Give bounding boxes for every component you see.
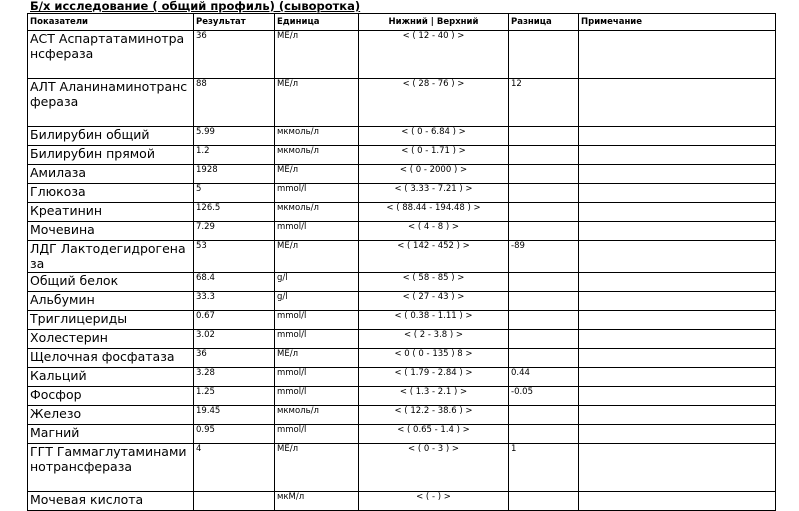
header-param: Показатели bbox=[28, 14, 194, 31]
difference-value bbox=[509, 222, 579, 241]
difference-value bbox=[509, 330, 579, 349]
results-table bbox=[27, 13, 776, 511]
note-value bbox=[579, 146, 776, 165]
reference-range: < ( 0.65 - 1.4 ) > bbox=[359, 425, 509, 444]
reference-range: < ( 0.38 - 1.11 ) > bbox=[359, 311, 509, 330]
note-value bbox=[579, 203, 776, 222]
parameter-name: Железо bbox=[28, 406, 194, 425]
result-value: 19.45 bbox=[194, 406, 275, 425]
table-row bbox=[28, 222, 776, 241]
unit-value: МЕ/л bbox=[275, 165, 359, 184]
table-row bbox=[28, 146, 776, 165]
note-value bbox=[579, 292, 776, 311]
unit-value: mmol/l bbox=[275, 387, 359, 406]
parameter-name: Триглицериды bbox=[28, 311, 194, 330]
parameter-name: ЛДГ Лактодегидрогеназа bbox=[28, 241, 194, 273]
difference-value: 0.44 bbox=[509, 368, 579, 387]
unit-value: mmol/l bbox=[275, 222, 359, 241]
difference-value: 12 bbox=[509, 79, 579, 127]
result-value: 7.29 bbox=[194, 222, 275, 241]
difference-value bbox=[509, 349, 579, 368]
note-value bbox=[579, 79, 776, 127]
table-row bbox=[28, 31, 776, 79]
unit-value: mmol/l bbox=[275, 368, 359, 387]
parameter-name: Глюкоза bbox=[28, 184, 194, 203]
table-row bbox=[28, 387, 776, 406]
parameter-name: Общий белок bbox=[28, 273, 194, 292]
parameter-name: АСТ Аспартатаминотрансфераза bbox=[28, 31, 194, 79]
parameter-name: ГГТ Гаммаглутаминаминотрансфераза bbox=[28, 444, 194, 492]
difference-value bbox=[509, 165, 579, 184]
unit-value: g/l bbox=[275, 292, 359, 311]
table-row bbox=[28, 330, 776, 349]
difference-value bbox=[509, 406, 579, 425]
table-header-row bbox=[28, 14, 776, 31]
difference-value bbox=[509, 425, 579, 444]
note-value bbox=[579, 222, 776, 241]
table-row bbox=[28, 241, 776, 273]
result-value: 36 bbox=[194, 349, 275, 368]
reference-range: < ( 2 - 3.8 ) > bbox=[359, 330, 509, 349]
reference-range: < ( 88.44 - 194.48 ) > bbox=[359, 203, 509, 222]
result-value: 5 bbox=[194, 184, 275, 203]
reference-range: < ( 12.2 - 38.6 ) > bbox=[359, 406, 509, 425]
table-row bbox=[28, 165, 776, 184]
reference-range: < ( 1.3 - 2.1 ) > bbox=[359, 387, 509, 406]
header-note: Примечание bbox=[579, 14, 776, 31]
result-value: 0.95 bbox=[194, 425, 275, 444]
difference-value bbox=[509, 492, 579, 511]
note-value bbox=[579, 127, 776, 146]
table-row bbox=[28, 127, 776, 146]
unit-value: МЕ/л bbox=[275, 444, 359, 492]
note-value bbox=[579, 368, 776, 387]
note-value bbox=[579, 311, 776, 330]
parameter-name: АЛТ Аланинаминотрансфераза bbox=[28, 79, 194, 127]
parameter-name: Кальций bbox=[28, 368, 194, 387]
parameter-name: Мочевина bbox=[28, 222, 194, 241]
note-value bbox=[579, 406, 776, 425]
reference-range: < ( 0 - 3 ) > bbox=[359, 444, 509, 492]
difference-value: -0.05 bbox=[509, 387, 579, 406]
difference-value bbox=[509, 292, 579, 311]
result-value: 4 bbox=[194, 444, 275, 492]
difference-value bbox=[509, 184, 579, 203]
unit-value: мкмоль/л bbox=[275, 406, 359, 425]
reference-range: < ( 0 - 2000 ) > bbox=[359, 165, 509, 184]
table-row bbox=[28, 349, 776, 368]
difference-value bbox=[509, 203, 579, 222]
parameter-name: Магний bbox=[28, 425, 194, 444]
difference-value bbox=[509, 311, 579, 330]
unit-value: МЕ/л bbox=[275, 241, 359, 273]
reference-range: < ( 142 - 452 ) > bbox=[359, 241, 509, 273]
unit-value: mmol/l bbox=[275, 330, 359, 349]
report-title: Б/х исследование ( общий профиль) (сыворотка) bbox=[30, 0, 361, 13]
reference-range: < ( 4 - 8 ) > bbox=[359, 222, 509, 241]
table-row bbox=[28, 184, 776, 203]
parameter-name: Мочевая кислота bbox=[28, 492, 194, 511]
table-row bbox=[28, 444, 776, 492]
reference-range: < ( 0 - 6.84 ) > bbox=[359, 127, 509, 146]
difference-value bbox=[509, 146, 579, 165]
parameter-name: Холестерин bbox=[28, 330, 194, 349]
note-value bbox=[579, 184, 776, 203]
unit-value: МЕ/л bbox=[275, 31, 359, 79]
table-row bbox=[28, 311, 776, 330]
note-value bbox=[579, 31, 776, 79]
reference-range: < ( 58 - 85 ) > bbox=[359, 273, 509, 292]
reference-range: < ( 3.33 - 7.21 ) > bbox=[359, 184, 509, 203]
result-value: 53 bbox=[194, 241, 275, 273]
difference-value: 1 bbox=[509, 444, 579, 492]
unit-value: мкмоль/л bbox=[275, 146, 359, 165]
header-result: Результат bbox=[194, 14, 275, 31]
result-value: 126.5 bbox=[194, 203, 275, 222]
table-row bbox=[28, 368, 776, 387]
note-value bbox=[579, 349, 776, 368]
unit-value: mmol/l bbox=[275, 184, 359, 203]
result-value bbox=[194, 492, 275, 511]
unit-value: мкМ/л bbox=[275, 492, 359, 511]
unit-value: МЕ/л bbox=[275, 349, 359, 368]
difference-value bbox=[509, 273, 579, 292]
unit-value: g/l bbox=[275, 273, 359, 292]
note-value bbox=[579, 241, 776, 273]
result-value: 5.99 bbox=[194, 127, 275, 146]
reference-range: < ( - ) > bbox=[359, 492, 509, 511]
unit-value: mmol/l bbox=[275, 425, 359, 444]
parameter-name: Щелочная фосфатаза bbox=[28, 349, 194, 368]
unit-value: МЕ/л bbox=[275, 79, 359, 127]
result-value: 1.25 bbox=[194, 387, 275, 406]
parameter-name: Билирубин прямой bbox=[28, 146, 194, 165]
reference-range: < ( 1.79 - 2.84 ) > bbox=[359, 368, 509, 387]
note-value bbox=[579, 330, 776, 349]
note-value bbox=[579, 165, 776, 184]
header-ref: Нижний | Верхний bbox=[359, 14, 509, 31]
table-row bbox=[28, 292, 776, 311]
table-row bbox=[28, 79, 776, 127]
difference-value: -89 bbox=[509, 241, 579, 273]
note-value bbox=[579, 492, 776, 511]
table-row bbox=[28, 492, 776, 511]
parameter-name: Фосфор bbox=[28, 387, 194, 406]
result-value: 68.4 bbox=[194, 273, 275, 292]
reference-range: < 0 ( 0 - 135 ) 8 > bbox=[359, 349, 509, 368]
unit-value: mmol/l bbox=[275, 311, 359, 330]
table-row bbox=[28, 203, 776, 222]
note-value bbox=[579, 444, 776, 492]
reference-range: < ( 27 - 43 ) > bbox=[359, 292, 509, 311]
result-value: 0.67 bbox=[194, 311, 275, 330]
result-value: 36 bbox=[194, 31, 275, 79]
result-value: 3.02 bbox=[194, 330, 275, 349]
unit-value: мкмоль/л bbox=[275, 127, 359, 146]
header-unit: Единица bbox=[275, 14, 359, 31]
table-row bbox=[28, 273, 776, 292]
reference-range: < ( 12 - 40 ) > bbox=[359, 31, 509, 79]
header-diff: Разница bbox=[509, 14, 579, 31]
parameter-name: Билирубин общий bbox=[28, 127, 194, 146]
table-row bbox=[28, 406, 776, 425]
parameter-name: Амилаза bbox=[28, 165, 194, 184]
parameter-name: Креатинин bbox=[28, 203, 194, 222]
note-value bbox=[579, 273, 776, 292]
result-value: 3.28 bbox=[194, 368, 275, 387]
result-value: 1.2 bbox=[194, 146, 275, 165]
table-row bbox=[28, 425, 776, 444]
note-value bbox=[579, 425, 776, 444]
result-value: 1928 bbox=[194, 165, 275, 184]
note-value bbox=[579, 387, 776, 406]
unit-value: мкмоль/л bbox=[275, 203, 359, 222]
difference-value bbox=[509, 31, 579, 79]
parameter-name: Альбумин bbox=[28, 292, 194, 311]
reference-range: < ( 28 - 76 ) > bbox=[359, 79, 509, 127]
difference-value bbox=[509, 127, 579, 146]
reference-range: < ( 0 - 1.71 ) > bbox=[359, 146, 509, 165]
result-value: 33.3 bbox=[194, 292, 275, 311]
result-value: 88 bbox=[194, 79, 275, 127]
